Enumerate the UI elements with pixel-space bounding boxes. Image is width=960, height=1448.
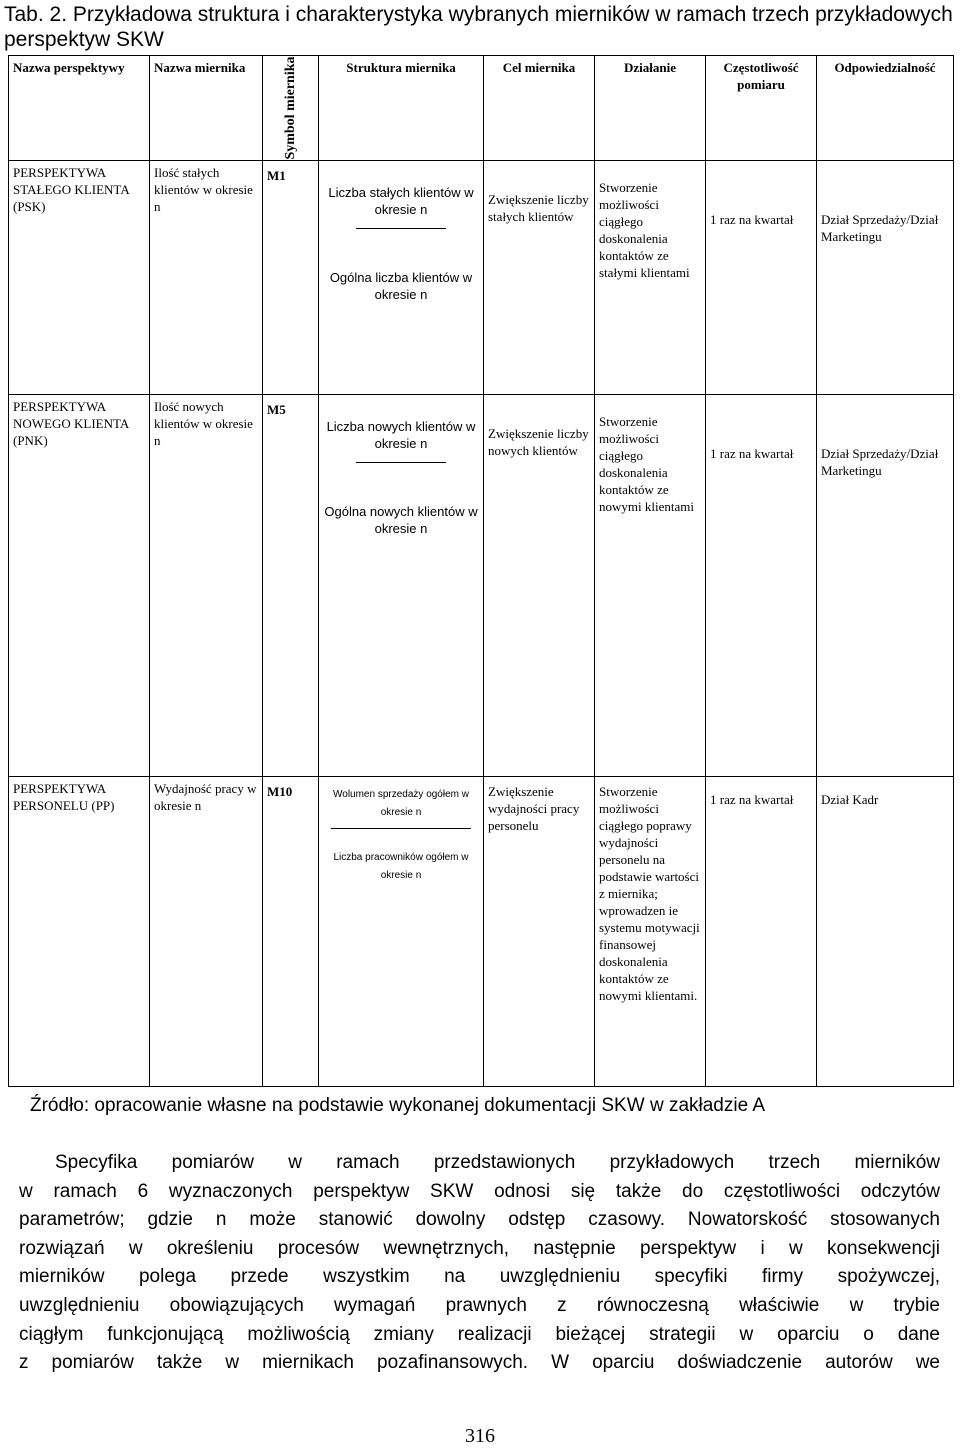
structure-numerator: Liczba stałych klientów w okresie n	[328, 185, 474, 217]
structure-numerator: Liczba nowych klientów w okresie n	[326, 419, 476, 451]
fraction-bar	[331, 828, 471, 829]
structure-cell	[319, 777, 484, 1087]
header-symbol-label: Symbol miernika	[282, 56, 298, 160]
fraction-bar	[356, 228, 446, 229]
frequency-cell: 1 raz na kwartał	[706, 777, 817, 1087]
symbol-cell: M10	[263, 777, 319, 1087]
structure-denominator: Ogólna liczba klientów w okresie n	[329, 270, 473, 302]
header-action: Działanie	[595, 56, 706, 161]
paragraph-line: rozwiązań w określeniu procesów wewnętrznych, następnie perspektyw i w konsekwencji	[19, 1237, 940, 1259]
symbol-cell: M1	[263, 161, 319, 395]
measure-name-cell: Wydajność pracy w okresie n	[150, 777, 263, 1087]
responsibility-cell: Dział Sprzedaży/Dział Marketingu	[817, 161, 954, 395]
paragraph-line: Specyfika pomiarów w ramach przedstawionych przykładowych trzech mierników	[55, 1152, 940, 1173]
paragraph-line: parametrów; gdzie n może stanowić dowolny odstęp czasowy. Nowatorskość stosowanych	[19, 1209, 940, 1231]
structure-cell	[319, 395, 484, 777]
structure-numerator: Wolumen sprzedaży ogółem w okresie n	[333, 789, 469, 818]
table-row	[9, 777, 954, 1087]
source-note: Źródło: opracowanie własne na podstawie wykonanej dokumentacji SKW w zakładzie A	[30, 1095, 766, 1116]
table-caption: Tab. 2. Przykładowa struktura i charakterystyka wybranych mierników w ramach trzech przykładowych perspektyw SKW	[4, 3, 953, 51]
header-responsibility: Odpowiedzialność	[817, 56, 954, 161]
action-cell: Stworzenie możliwości ciągłego doskonalenia kontaktów ze nowymi klientami	[595, 395, 706, 777]
measure-name-cell: Ilość stałych klientów w okresie n	[150, 161, 263, 395]
perspective-cell: PERSPEKTYWA STAŁEGO KLIENTA (PSK)	[9, 161, 150, 395]
structure-denominator: Liczba pracowników ogółem w okresie n	[333, 852, 469, 881]
header-row	[9, 56, 954, 161]
responsibility-cell: Dział Sprzedaży/Dział Marketingu	[817, 395, 954, 777]
paragraph-line: mierników polega przede wszystkim na uwzględnieniu specyfiki firmy spożywczej,	[19, 1266, 940, 1288]
measure-name-cell: Ilość nowych klientów w okresie n	[150, 395, 263, 777]
action-cell: Stworzenie możliwości ciągłego doskonalenia kontaktów ze stałymi klientami	[595, 161, 706, 395]
structure-denominator: Ogólna nowych klientów w okresie n	[324, 504, 478, 536]
goal-cell: Zwiększenie liczby stałych klientów	[484, 161, 595, 395]
header-symbol	[263, 56, 319, 161]
paragraph-line: z pomiarów także w miernikach pozafinansowych. W oparciu doświadczenie autorów we	[19, 1352, 940, 1374]
perspective-cell: PERSPEKTYWA PERSONELU (PP)	[9, 777, 150, 1087]
header-frequency: Częstotliwość pomiaru	[706, 56, 817, 161]
table-row	[9, 395, 954, 777]
paragraph-line: w ramach 6 wyznaczonych perspektyw SKW odnosi się także do częstotliwości odczytów	[19, 1180, 940, 1202]
structure-cell	[319, 161, 484, 395]
header-goal: Cel miernika	[484, 56, 595, 161]
header-perspective: Nazwa perspektywy	[9, 56, 150, 161]
paragraph-line: uwzględnieniu obowiązujących wymagań prawnych z równoczesną właściwie w trybie	[19, 1294, 940, 1316]
body-paragraph	[19, 1149, 940, 1378]
header-measure: Nazwa miernika	[150, 56, 263, 161]
measures-table	[8, 55, 954, 1087]
symbol-cell: M5	[263, 395, 319, 777]
frequency-cell: 1 raz na kwartał	[706, 395, 817, 777]
paragraph-line: ciągłym funkcjonującą możliwością zmiany realizacji bieżącej strategii w oparciu o dane	[19, 1323, 940, 1345]
fraction-bar	[356, 462, 446, 463]
responsibility-cell: Dział Kadr	[817, 777, 954, 1087]
header-structure: Struktura miernika	[319, 56, 484, 161]
table-row	[9, 161, 954, 395]
page-number: 316	[465, 1425, 495, 1447]
perspective-cell: PERSPEKTYWA NOWEGO KLIENTA (PNK)	[9, 395, 150, 777]
goal-cell: Zwiększenie wydajności pracy personelu	[484, 777, 595, 1087]
frequency-cell: 1 raz na kwartał	[706, 161, 817, 395]
action-cell: Stworzenie możliwości ciągłego poprawy wydajności personelu na podstawie wartości z miernika; wprowadzen ie systemu motywacji finansowej doskonalenia kontaktów ze nowymi klientami.	[595, 777, 706, 1087]
goal-cell: Zwiększenie liczby nowych klientów	[484, 395, 595, 777]
